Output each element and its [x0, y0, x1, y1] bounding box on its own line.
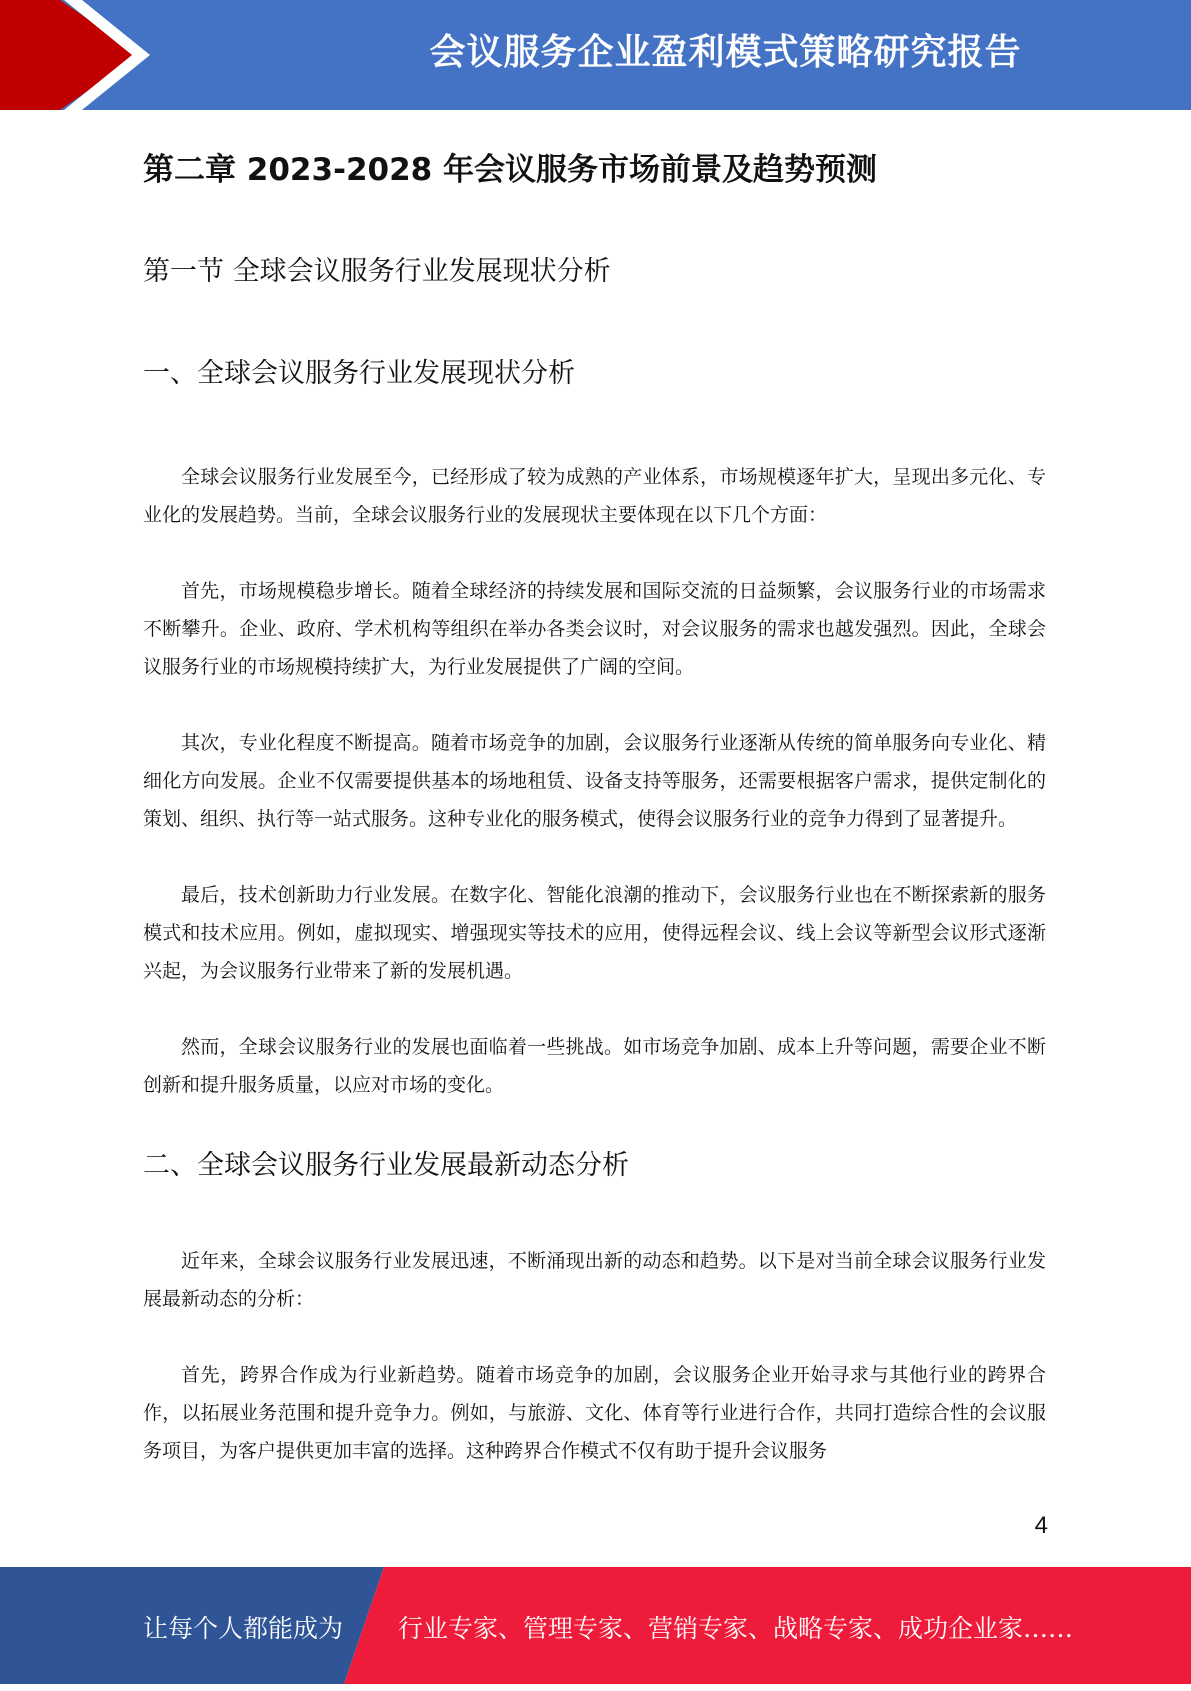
paragraph: 其次，专业化程度不断提高。随着市场竞争的加剧，会议服务行业逐渐从传统的简单服务向专业化、精细化方向发展。企业不仅需要提供基本的场地租赁、设备支持等服务，还需要根据客户需求，提供定制化的策划、组织、执行等一站式服务。这种专业化的服务模式，使得会议服务行业的竞争力得到了显著提升。 [143, 732, 1046, 830]
document-body [143, 130, 1046, 1470]
paragraph: 近年来，全球会议服务行业发展迅速，不断涌现出新的动态和趋势。以下是对当前全球会议服务行业发展最新动态的分析： [143, 1250, 1046, 1310]
section-title: 第一节 全球会议服务行业发展现状分析 [143, 256, 611, 287]
subsection-title-2: 二、全球会议服务行业发展最新动态分析 [143, 1150, 629, 1181]
chapter-title: 第二章 2023-2028 年会议服务市场前景及趋势预测 [143, 152, 878, 188]
page-header [0, 0, 1191, 110]
paragraph: 首先，市场规模稳步增长。随着全球经济的持续发展和国际交流的日益频繁，会议服务行业的市场需求不断攀升。企业、政府、学术机构等组织在举办各类会议时，对会议服务的需求也越发强烈。因此，全球会议服务行业的市场规模持续扩大，为行业发展提供了广阔的空间。 [143, 580, 1046, 678]
page-footer [0, 1567, 1191, 1684]
subsection-title-1: 一、全球会议服务行业发展现状分析 [143, 358, 575, 389]
paragraph: 全球会议服务行业发展至今，已经形成了较为成熟的产业体系，市场规模逐年扩大，呈现出多元化、专业化的发展趋势。当前，全球会议服务行业的发展现状主要体现在以下几个方面： [143, 466, 1046, 526]
report-title: 会议服务企业盈利模式策略研究报告 [429, 32, 1022, 73]
paragraph: 然而，全球会议服务行业的发展也面临着一些挑战。如市场竞争加剧、成本上升等问题，需要企业不断创新和提升服务质量，以应对市场的变化。 [143, 1036, 1046, 1096]
header-arrow-decoration [0, 0, 300, 110]
footer-slogan-right: 行业专家、管理专家、营销专家、战略专家、成功企业家…… [398, 1614, 1074, 1643]
paragraph: 最后，技术创新助力行业发展。在数字化、智能化浪潮的推动下，会议服务行业也在不断探索新的服务模式和技术应用。例如，虚拟现实、增强现实等技术的应用，使得远程会议、线上会议等新型会议形式逐渐兴起，为会议服务行业带来了新的发展机遇。 [143, 884, 1046, 982]
paragraph: 首先，跨界合作成为行业新趋势。随着市场竞争的加剧，会议服务企业开始寻求与其他行业的跨界合作，以拓展业务范围和提升竞争力。例如，与旅游、文化、体育等行业进行合作，共同打造综合性的会议服务项目，为客户提供更加丰富的选择。这种跨界合作模式不仅有助于提升会议服务 [143, 1364, 1046, 1462]
page-number: 4 [1034, 1512, 1048, 1539]
footer-slogan-left: 让每个人都能成为 [143, 1614, 344, 1643]
